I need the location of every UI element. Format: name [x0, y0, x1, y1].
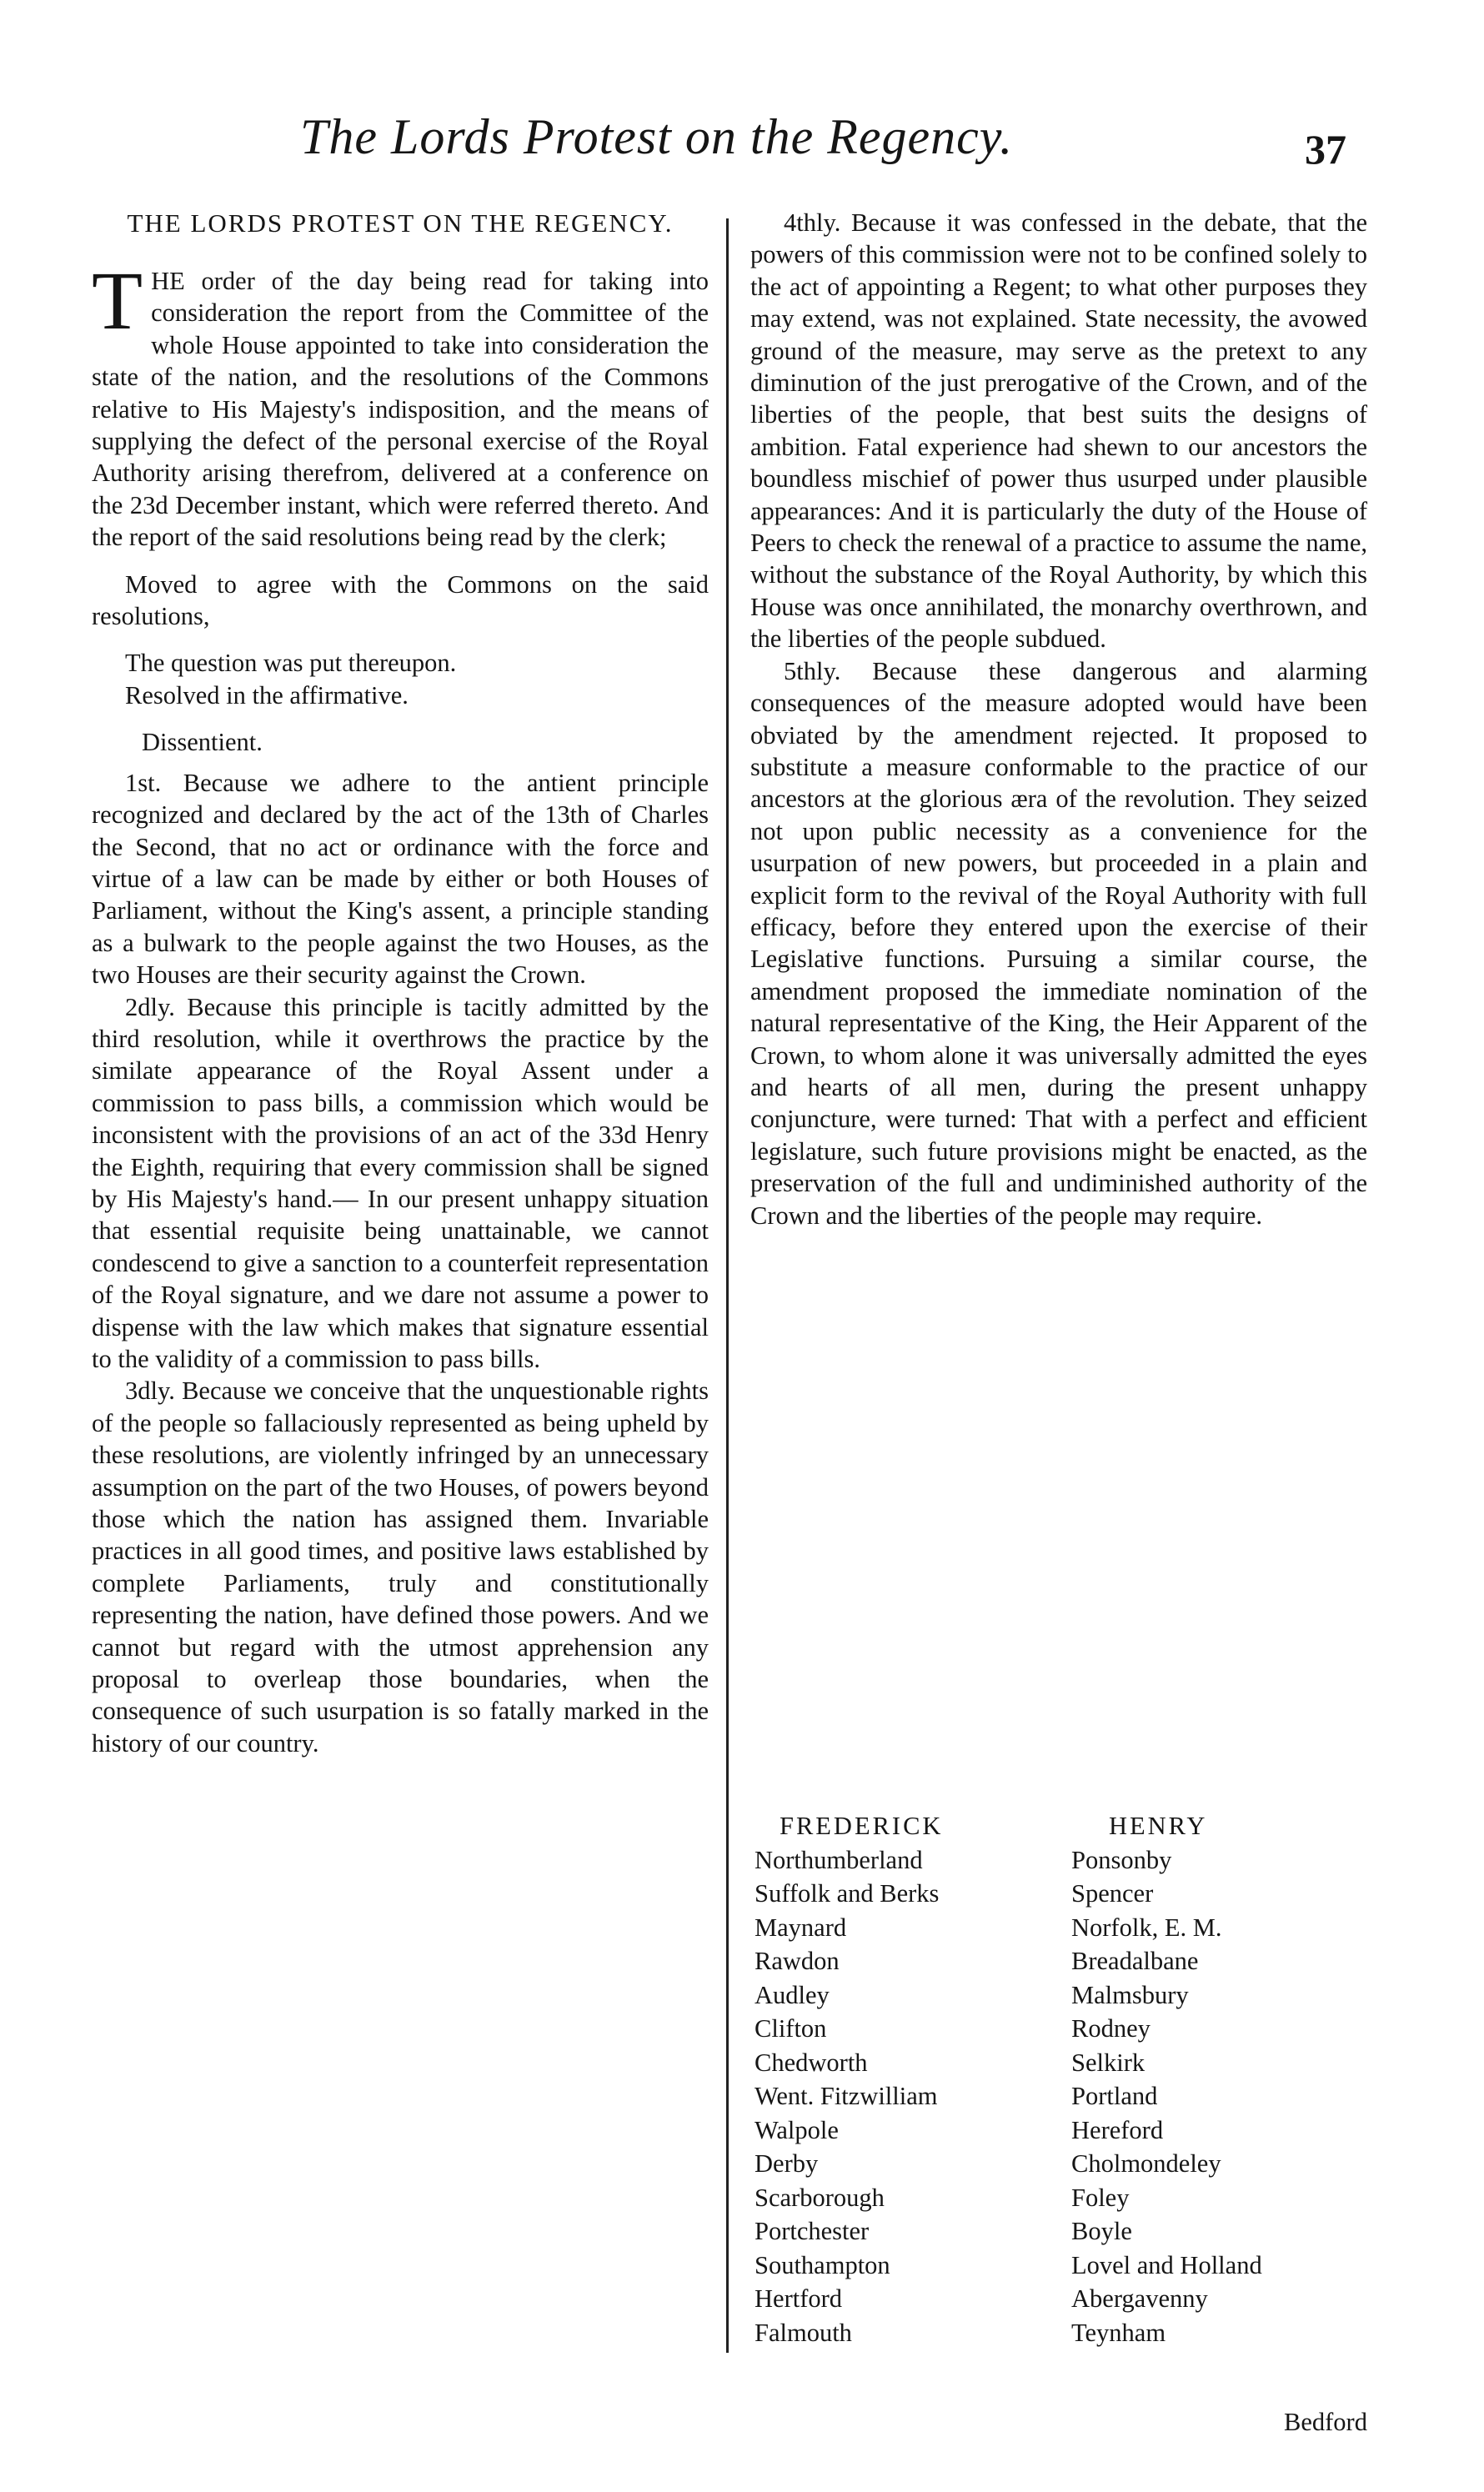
signatories-left: [755, 1809, 1071, 2349]
reason-3: 3dly. Because we conceive that the unquestionable rights of the people so fallaciously represented as being upheld by these resolutions, are violently infringed by an unnecessary assumption on the part of the two Houses, of powers beyond those which the nation has assigned them. Invariable practices in all good times, and positive laws established by complete Parliaments, truly and constitutionally representing the nation, have defined those powers. And we cannot but regard with the utmost apprehension any proposal to overleap those boundaries, when the consequence of such usurpation is so fatally marked in the history of our country.: [92, 1376, 709, 1757]
catchword: Bedford: [1284, 2408, 1367, 2436]
signatory: Derby: [755, 2149, 819, 2178]
signatory: Teynham: [1071, 2318, 1166, 2347]
resolved-text: Resolved in the affirmative.: [125, 680, 409, 709]
signatories-right: [1071, 1809, 1371, 2349]
signatory: Southampton: [755, 2250, 890, 2279]
signatory: Spencer: [1071, 1879, 1154, 1908]
motion-text: Moved to agree with the Commons on the said resolutions,: [92, 569, 709, 631]
signatory: Walpole: [755, 2115, 839, 2144]
signatory-head-right: HENRY: [1109, 1812, 1208, 1840]
dissentient-heading: Dissentient.: [142, 728, 263, 757]
signatory: Cholmondeley: [1071, 2149, 1221, 2178]
signatory: Foley: [1071, 2183, 1130, 2212]
reason-2: 2dly. Because this principle is tacitly admitted by the third resolution, while it overthrows the practice by the similate appearance of the Royal Assent under a commission to pass bills, a commission which would be inconsistent with the provisions of an act of the 33d Henry the Eighth, requiring that every commission shall be signed by His Majesty's hand.— In our present unhappy situation that essential requisite being unattainable, we cannot condescend to give a sanction to a counterfeit representation of the Royal signature, and we dare not assume a power to dispense with the law which makes that signature essential to the validity of a commission to pass bills.: [92, 992, 709, 1373]
page-number: 37: [1305, 126, 1346, 173]
reason-4: 4thly. Because it was confessed in the debate, that the powers of this commission were not to be confined solely to the act of appointing a Regent; to what other purposes they may extend, was not explained. State necessity, the avowed ground of the measure, may serve as the pretext to any diminution of the just prerogative of the Crown, and of the liberties of the people, that best suits the designs of ambition. Fatal experience had shewn to our ancestors the boundless mischief of power thus usurped under plausible appearances: And it is particularly the duty of the House of Peers to check the renewal of a practice to assume the name, without the substance of the Royal Authority, by which this House was once annihilated, the monarchy overthrown, and the liberties of the people subdued.: [750, 208, 1367, 654]
signatory: Hertford: [755, 2284, 843, 2313]
signatory: Lovel and Holland: [1071, 2250, 1262, 2279]
drop-cap: T: [92, 254, 143, 347]
signatory: Falmouth: [755, 2318, 852, 2347]
signatory: Northumberland: [755, 1845, 923, 1874]
signatory: Portchester: [755, 2217, 870, 2245]
article-title: THE LORDS PROTEST ON THE REGENCY.: [127, 208, 674, 238]
signatory: Abergavenny: [1071, 2284, 1208, 2313]
reason-5: 5thly. Because these dangerous and alarming consequences of the measure adopted would have been obviated by the amendment rejected. It proposed to substitute a measure conformable to the practice of our ancestors at the glorious æra of the revolution. They seized not upon public necessity as a convenience for the usurpation of new powers, but proceeded in a plain and explicit form to the revival of the Royal Authority with full efficacy, before they entered upon the exercise of their Legislative functions. Pursuing a similar course, the amendment proposed the immediate nomination of the natural representative of the King, the Heir Apparent of the Crown, to whom alone it was universally admitted the eyes and hearts of all men, during the present unhappy conjuncture, were turned: That with a perfect and efficient legislature, such future provisions might be enacted, as the preservation of the full and undiminished authority of the Crown and the liberties of the people may require.: [750, 656, 1367, 1230]
signatory: Selkirk: [1071, 2048, 1146, 2077]
column-divider: [726, 218, 729, 2353]
right-column: [750, 207, 1367, 1231]
signatory: Malmsbury: [1071, 1980, 1189, 2009]
signatory: Boyle: [1071, 2217, 1132, 2245]
reason-1: 1st. Because we adhere to the antient principle recognized and declared by the act of the 13th of Charles the Second, that no act or ordinance with the force and virtue of a law can be made by either or both Houses of Parliament, without the King's assent, a principle standing as a bulwark to the people against the two Houses, as the two Houses are their security against the Crown.: [92, 768, 709, 990]
signatory: Rawdon: [755, 1947, 840, 1975]
signatory: Suffolk and Berks: [755, 1879, 940, 1908]
signatory: Rodney: [1071, 2014, 1151, 2043]
intro-text: HE order of the day being read for taking into consideration the report from the Committee of the whole House appointed to take into consideration the state of the nation, and the resolutions of the Commons relative to His Majesty's indisposition, and the means of supplying the defect of the personal exercise of the Royal Authority arising therefrom, delivered at a conference on the 23d December instant, which were referred thereto. And the report of the said resolutions being read by the clerk;: [92, 267, 709, 552]
signatory: Norfolk, E. M.: [1071, 1913, 1222, 1942]
running-title: The Lords Protest on the Regency.: [300, 109, 1014, 164]
question-text: The question was put thereupon.: [125, 649, 457, 678]
signatory: Clifton: [755, 2014, 827, 2043]
signatory: Went. Fitzwilliam: [755, 2082, 938, 2110]
signatory: Ponsonby: [1071, 1845, 1172, 1874]
signatory: Audley: [755, 1980, 830, 2009]
signatory: Breadalbane: [1071, 1947, 1199, 1975]
intro-paragraph: [92, 254, 709, 554]
signatory: Portland: [1071, 2082, 1158, 2110]
signatory: Hereford: [1071, 2115, 1164, 2144]
signatory: Chedworth: [755, 2048, 868, 2077]
signatory: Scarborough: [755, 2183, 885, 2212]
signatory-head-left: FREDERICK: [780, 1812, 944, 1840]
signatory: Maynard: [755, 1913, 847, 1942]
left-column: [92, 207, 709, 1759]
